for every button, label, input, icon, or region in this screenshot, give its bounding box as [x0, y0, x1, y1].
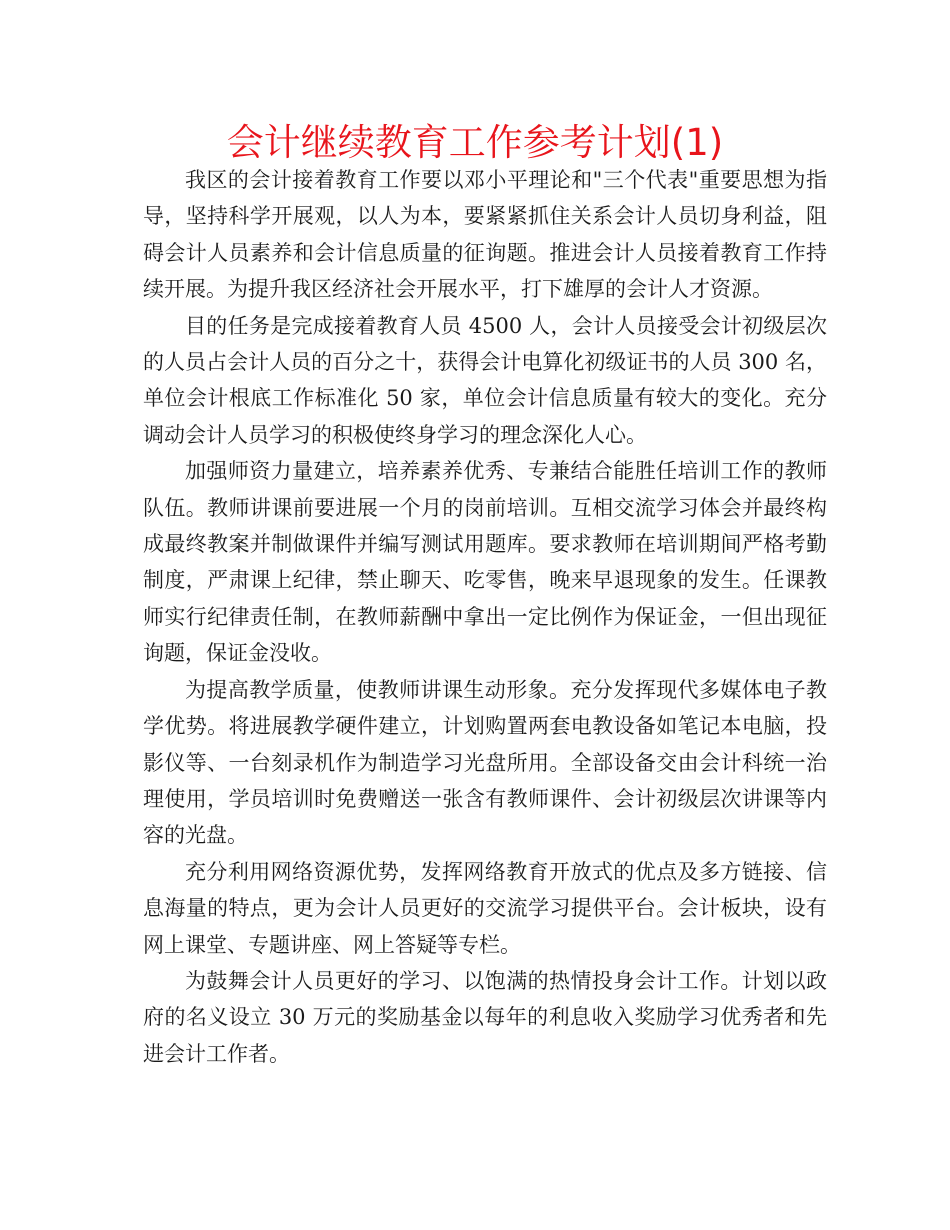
paragraph-1: 我区的会计接着教育工作要以邓小平理论和"三个代表"重要思想为指导，坚持科学开展观，以人为本，要紧紧抓住关系会计人员切身利益，阻碍会计人员素养和会计信息质量的征询题。推进会计人员接着教育工作持续开展。为提升我区经济社会开展水平，打下雄厚的会计人才资源。: [143, 168, 827, 302]
paragraph-6: 为鼓舞会计人员更好的学习、以饱满的热情投身会计工作。计划以政府的名义设立 30 万元的奖励基金以每年的利息收入奖励学习优秀者和先进会计工作者。: [143, 968, 827, 1066]
paragraph-3: 加强师资力量建立，培养素养优秀、专兼结合能胜任培训工作的教师队伍。教师讲课前要进展一个月的岗前培训。互相交流学习体会并最终构成最终教案并制做课件并编写测试用题库。要求教师在培训期间严格考勤制度，严肃课上纪律，禁止聊天、吃零售，晚来早退现象的发生。任课教师实行纪律责任制，在教师薪酬中拿出一定比例作为保证金，一但出现征询题，保证金没收。: [143, 459, 827, 666]
document-body: [143, 162, 827, 1072]
paragraph-4: 为提高教学质量，使教师讲课生动形象。充分发挥现代多媒体电子教学优势。将进展教学硬件建立，计划购置两套电教设备如笔记本电脑，投影仪等、一台刻录机作为制造学习光盘所用。全部设备交由会计科统一治理使用，学员培训时免费赠送一张含有教师课件、会计初级层次讲课等内容的光盘。: [143, 677, 827, 848]
paragraph-2: 目的任务是完成接着教育人员 4500 人，会计人员接受会计初级层次的人员占会计人员的百分之十，获得会计电算化初级证书的人员 300 名，单位会计根底工作标准化 50 家，单位会计信息质量有较大的变化。充分调动会计人员学习的积极使终身学习的理念深化人心。: [143, 313, 827, 447]
paragraph-5: 充分利用网络资源优势，发挥网络教育开放式的优点及多方链接、信息海量的特点，更为会计人员更好的交流学习提供平台。会计板块，设有网上课堂、专题讲座、网上答疑等专栏。: [143, 859, 827, 957]
document-title: 会计继续教育工作参考计划(1): [226, 121, 724, 164]
